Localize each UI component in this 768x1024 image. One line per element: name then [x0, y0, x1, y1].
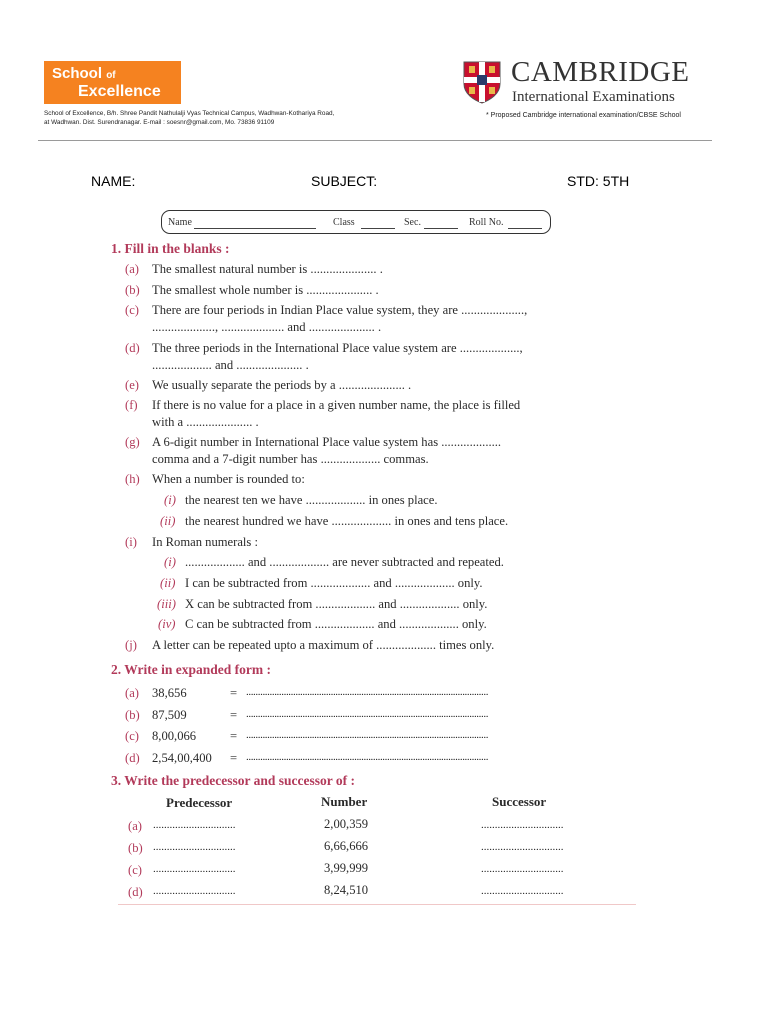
cambridge-note: * Proposed Cambridge international examination/CBSE School: [486, 112, 681, 119]
q2c-number: 8,00,066: [152, 729, 197, 743]
q1a-text: The smallest natural number is ..................... .: [152, 262, 383, 276]
section3-heading: 3. Write the predecessor and successor of :: [111, 773, 355, 788]
col-predecessor-header: Predecessor: [166, 795, 233, 810]
box-roll-label: Roll No.: [469, 217, 504, 228]
cambridge-title: CAMBRIDGE: [511, 56, 690, 88]
section2-heading: 2. Write in expanded form :: [111, 662, 271, 677]
q1c-text-line2: ...................., .................... and ..................... .: [152, 320, 382, 334]
q1a-marker: (a): [125, 262, 139, 276]
q1d-marker: (d): [125, 341, 140, 355]
q1i-iv-marker: (iv): [158, 617, 176, 631]
q2d-marker: (d): [125, 751, 140, 765]
q1e-text: We usually separate the periods by a ..................... .: [152, 378, 412, 392]
col-number-header: Number: [321, 794, 368, 809]
col-successor-header: Successor: [492, 794, 547, 809]
q3d-predecessor-blank[interactable]: ..............................: [153, 885, 236, 897]
q1f-marker: (f): [125, 398, 138, 412]
q1i-i-marker: (i): [164, 555, 176, 569]
name-label: NAME:: [91, 173, 136, 189]
q1c-marker: (c): [125, 303, 139, 317]
logo-word-excellence: Excellence: [78, 83, 161, 100]
q3c-predecessor-blank[interactable]: ..............................: [153, 863, 236, 875]
q3d-successor-blank[interactable]: ..............................: [481, 885, 564, 897]
logo-word-of: of: [106, 70, 116, 81]
q3b-predecessor-blank[interactable]: ..............................: [153, 841, 236, 853]
q1b-marker: (b): [125, 283, 140, 297]
q1h-ii-text: the nearest hundred we have ................... in ones and tens place.: [185, 514, 509, 528]
q3a-successor-blank[interactable]: ..............................: [481, 819, 564, 831]
q3d-marker: (d): [128, 885, 143, 899]
address-line-1: School of Excellence, B/h. Shree Pandit Nathulalji Vyas Technical Campus, Wadhwan-Kothariya Road,: [44, 110, 335, 117]
q1b-text: The smallest whole number is ..................... .: [152, 283, 379, 297]
q3a-marker: (a): [128, 819, 142, 833]
box-sec-blank[interactable]: [424, 228, 458, 229]
header-divider: [38, 140, 712, 141]
q2b-equals: =: [230, 708, 238, 722]
q2c-answer-blank[interactable]: .......................................................................................................: [246, 729, 489, 741]
cambridge-crest-icon: [462, 60, 502, 104]
box-class-label: Class: [333, 217, 355, 228]
q1c-text-line1: There are four periods in Indian Place value system, they are ....................,: [152, 303, 528, 317]
q1d-text-line1: The three periods in the International Place value system are ...................,: [152, 341, 523, 355]
q1g-text-line2: comma and a 7-digit number has ................... commas.: [152, 452, 429, 466]
section1-heading: 1. Fill in the blanks :: [111, 241, 230, 256]
q3c-number: 3,99,999: [324, 861, 369, 875]
q2a-number: 38,656: [152, 686, 187, 700]
q1h-marker: (h): [125, 472, 140, 486]
q1i-ii-marker: (ii): [160, 576, 176, 590]
q3a-predecessor-blank[interactable]: ..............................: [153, 819, 236, 831]
q1i-iii-text: X can be subtracted from ................... and ................... only.: [185, 597, 488, 611]
q1i-i-text: ................... and ................... are never subtracted and repeated.: [185, 555, 504, 569]
q1h-ii-marker: (ii): [160, 514, 176, 528]
q1e-marker: (e): [125, 378, 139, 392]
q1f-text-line2: with a ..................... .: [152, 415, 259, 429]
q2d-answer-blank[interactable]: .......................................................................................................: [246, 751, 489, 763]
q2a-equals: =: [230, 686, 238, 700]
q1d-text-line2: ................... and ..................... .: [152, 358, 309, 372]
page-bottom-rule: [118, 904, 636, 905]
q2b-marker: (b): [125, 708, 140, 722]
q1h-i-marker: (i): [164, 493, 176, 507]
cambridge-subtitle: International Examinations: [512, 89, 675, 105]
q1h-text: When a number is rounded to:: [152, 472, 305, 486]
q1i-ii-text: I can be subtracted from ................... and ................... only.: [185, 576, 483, 590]
q3b-number: 6,66,666: [324, 839, 369, 853]
q3d-number: 8,24,510: [324, 883, 369, 897]
q1j-text: A letter can be repeated upto a maximum of ................... times only.: [152, 638, 495, 652]
box-name-label: Name: [168, 217, 192, 228]
q3b-marker: (b): [128, 841, 143, 855]
q1f-text-line1: If there is no value for a place in a given number name, the place is filled: [152, 398, 521, 412]
address-line-2: at Wadhwan. Dist. Surendranagar. E-mail : soesnr@gmail.com, Mo. 73836 91109: [44, 119, 275, 126]
q1i-iv-text: C can be subtracted from ................... and ................... only.: [185, 617, 487, 631]
box-name-blank[interactable]: [194, 228, 316, 229]
q2b-number: 87,509: [152, 708, 187, 722]
box-roll-blank[interactable]: [508, 228, 542, 229]
q2a-marker: (a): [125, 686, 139, 700]
q1i-marker: (i): [125, 535, 137, 549]
subject-label: SUBJECT:: [311, 173, 378, 189]
q1j-marker: (j): [125, 638, 137, 652]
q1g-text-line1: A 6-digit number in International Place value system has ...................: [152, 435, 502, 449]
q2d-number: 2,54,00,400: [152, 751, 212, 765]
q1i-text: In Roman numerals :: [152, 535, 258, 549]
q3c-marker: (c): [128, 863, 142, 877]
q3b-successor-blank[interactable]: ..............................: [481, 841, 564, 853]
q1i-iii-marker: (iii): [157, 597, 176, 611]
q3c-successor-blank[interactable]: ..............................: [481, 863, 564, 875]
q1g-marker: (g): [125, 435, 140, 449]
q2a-answer-blank[interactable]: .......................................................................................................: [246, 686, 489, 698]
q2d-equals: =: [230, 751, 238, 765]
q2c-equals: =: [230, 729, 238, 743]
std-label: STD: 5TH: [567, 173, 630, 189]
box-sec-label: Sec.: [404, 217, 421, 228]
q2b-answer-blank[interactable]: .......................................................................................................: [246, 708, 489, 720]
q2c-marker: (c): [125, 729, 139, 743]
q1h-i-text: the nearest ten we have ................... in ones place.: [185, 493, 438, 507]
q3a-number: 2,00,359: [324, 817, 369, 831]
box-class-blank[interactable]: [361, 228, 395, 229]
school-logo: [44, 61, 181, 104]
logo-word-school: School: [52, 65, 103, 82]
